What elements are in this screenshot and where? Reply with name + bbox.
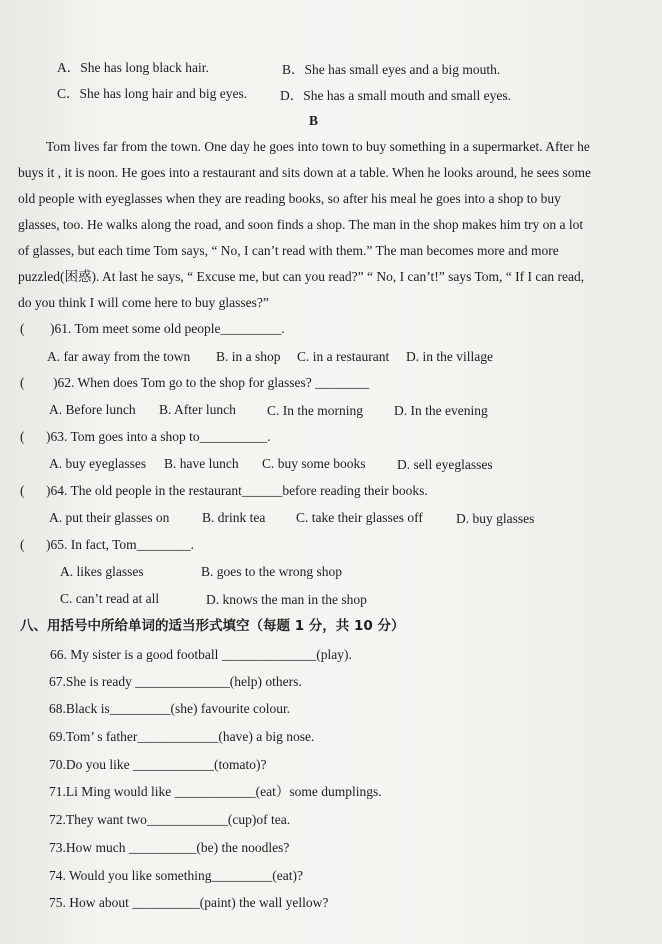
- section-8-title: 八、用括号中所给单词的适当形式填空（每题 1 分，共 10 分）: [20, 618, 405, 634]
- answer-paren: (: [20, 537, 25, 552]
- question-64-stem: )64. The old people in the restaurant______before reading their books.: [46, 483, 428, 498]
- question-64-option-b: B. drink tea: [202, 510, 266, 525]
- question-62-option-c: C. In the morning: [267, 403, 363, 418]
- fill-item-70: 70.Do you like ____________(tomato)?: [49, 757, 267, 772]
- top-option-c: C．She has long hair and big eyes.: [57, 86, 248, 101]
- question-64-option-a: A. put their glasses on: [49, 510, 170, 525]
- passage-line-5: of glasses, but each time Tom says, “ No, I can’t read with them.” The man becomes more and more: [18, 243, 559, 258]
- question-61-option-c: C. in a restaurant: [297, 349, 390, 364]
- question-65-option-a: A. likes glasses: [60, 564, 144, 579]
- question-63-option-b: B. have lunch: [164, 456, 239, 471]
- fill-item-71: 71.Li Ming would like ____________(eat）some dumplings.: [49, 784, 382, 799]
- passage-line-4: glasses, too. He walks along the road, and soon finds a shop. The man in the shop makes him try on a lot: [18, 217, 584, 232]
- question-65-option-b: B. goes to the wrong shop: [201, 564, 342, 579]
- fill-item-73: 73.How much __________(be) the noodles?: [49, 840, 290, 855]
- question-61-option-d: D. in the village: [406, 349, 493, 364]
- passage-line-1: Tom lives far from the town. One day he goes into town to buy something in a supermarket. After he: [46, 139, 590, 154]
- question-62-option-b: B. After lunch: [159, 402, 236, 417]
- question-62-option-a: A. Before lunch: [49, 402, 136, 417]
- fill-item-69: 69.Tom’ s father____________(have) a big nose.: [49, 729, 315, 744]
- question-65-stem: )65. In fact, Tom________.: [46, 537, 195, 552]
- answer-paren: (: [20, 483, 25, 498]
- question-64-option-c: C. take their glasses off: [296, 510, 423, 525]
- passage-line-6: puzzled(困惑). At last he says, “ Excuse me, but can you read?” “ No, I can’t!” says Tom, “ If I can read,: [18, 269, 585, 284]
- passage-line-3: old people with eyeglasses when they are reading books, so after his meal he goes into a shop to buy: [18, 191, 561, 206]
- question-63-option-c: C. buy some books: [262, 456, 366, 471]
- question-63-stem: )63. Tom goes into a shop to__________.: [46, 429, 271, 444]
- question-61-option-a: A. far away from the town: [47, 349, 191, 364]
- answer-paren: (: [20, 429, 25, 444]
- top-option-d: D．She has a small mouth and small eyes.: [280, 88, 511, 103]
- section-b-label: B: [309, 113, 319, 128]
- top-option-b: B．She has small eyes and a big mouth.: [282, 62, 501, 77]
- question-65-option-c: C. can’t read at all: [60, 591, 160, 606]
- question-63-option-d: D. sell eyeglasses: [397, 457, 493, 472]
- question-62-option-d: D. In the evening: [394, 403, 488, 418]
- answer-paren: (: [20, 375, 25, 390]
- question-64-option-d: D. buy glasses: [456, 511, 535, 526]
- passage-line-2: buys it , it is noon. He goes into a restaurant and sits down at a table. When he looks around, he sees some: [18, 165, 592, 180]
- top-option-a: A．She has long black hair.: [57, 60, 209, 75]
- fill-item-68: 68.Black is_________(she) favourite colour.: [49, 701, 291, 716]
- fill-item-66: 66. My sister is a good football ______________(play).: [50, 647, 352, 662]
- fill-item-74: 74. Would you like something_________(eat)?: [49, 868, 304, 883]
- fill-item-67: 67.She is ready ______________(help) others.: [49, 674, 302, 689]
- question-65-option-d: D. knows the man in the shop: [206, 592, 367, 607]
- fill-item-72: 72.They want two____________(cup)of tea.: [49, 812, 291, 827]
- question-61-stem: )61. Tom meet some old people_________.: [50, 321, 285, 336]
- fill-item-75: 75. How about __________(paint) the wall yellow?: [49, 895, 329, 910]
- question-62-stem: )62. When does Tom go to the shop for glasses? ________: [53, 375, 370, 390]
- passage-line-7: do you think I will come here to buy glasses?”: [18, 295, 269, 310]
- answer-paren: (: [20, 321, 25, 336]
- question-61-option-b: B. in a shop: [216, 349, 281, 364]
- question-63-option-a: A. buy eyeglasses: [49, 456, 147, 471]
